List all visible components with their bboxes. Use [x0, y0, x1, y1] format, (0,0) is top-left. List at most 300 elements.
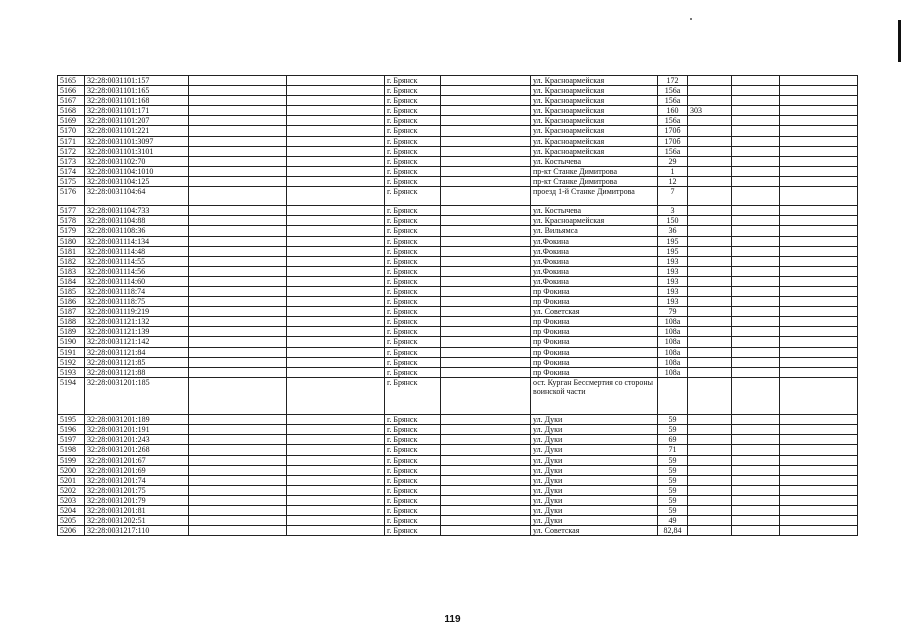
- empty-cell: [287, 76, 385, 86]
- extra-number-cell: [688, 475, 732, 485]
- empty-cell: [780, 415, 858, 425]
- house-number-cell: 156а: [658, 116, 688, 126]
- empty-cell: [287, 495, 385, 505]
- empty-cell: [732, 216, 780, 226]
- house-number-cell: 3: [658, 206, 688, 216]
- empty-cell: [780, 76, 858, 86]
- empty-cell: [780, 206, 858, 216]
- city-cell: г. Брянск: [385, 126, 441, 136]
- empty-cell: [732, 266, 780, 276]
- empty-cell: [441, 445, 531, 455]
- empty-cell: [732, 136, 780, 146]
- cadastral-number-cell: 32:28:0031101:3101: [85, 146, 189, 156]
- city-cell: г. Брянск: [385, 516, 441, 526]
- street-cell: ул. Дуки: [531, 445, 658, 455]
- table-row: [58, 136, 858, 146]
- empty-cell: [441, 136, 531, 146]
- empty-cell: [189, 327, 287, 337]
- empty-cell: [189, 266, 287, 276]
- cadastral-number-cell: 32:28:0031118:75: [85, 297, 189, 307]
- street-cell: ост. Курган Бессмертия со стороны воинской части: [531, 377, 658, 414]
- empty-cell: [732, 367, 780, 377]
- row-number-cell: 5197: [58, 435, 85, 445]
- empty-cell: [189, 297, 287, 307]
- empty-cell: [780, 367, 858, 377]
- house-number-cell: 108а: [658, 337, 688, 347]
- cadastral-number-cell: 32:28:0031201:79: [85, 495, 189, 505]
- empty-cell: [287, 347, 385, 357]
- extra-number-cell: [688, 76, 732, 86]
- house-number-cell: 108а: [658, 327, 688, 337]
- empty-cell: [780, 216, 858, 226]
- empty-cell: [780, 317, 858, 327]
- empty-cell: [287, 327, 385, 337]
- city-cell: г. Брянск: [385, 236, 441, 246]
- table-row: [58, 256, 858, 266]
- city-cell: г. Брянск: [385, 76, 441, 86]
- empty-cell: [732, 256, 780, 266]
- empty-cell: [732, 226, 780, 236]
- table-row: [58, 166, 858, 176]
- empty-cell: [189, 516, 287, 526]
- house-number-cell: 36: [658, 226, 688, 236]
- street-cell: ул. Дуки: [531, 435, 658, 445]
- table-row: [58, 506, 858, 516]
- house-number-cell: 156а: [658, 96, 688, 106]
- empty-cell: [287, 475, 385, 485]
- extra-number-cell: [688, 136, 732, 146]
- extra-number-cell: [688, 327, 732, 337]
- empty-cell: [780, 347, 858, 357]
- house-number-cell: 193: [658, 266, 688, 276]
- empty-cell: [732, 146, 780, 156]
- empty-cell: [732, 307, 780, 317]
- table-row: [58, 216, 858, 226]
- row-number-cell: 5195: [58, 415, 85, 425]
- empty-cell: [441, 176, 531, 186]
- extra-number-cell: [688, 485, 732, 495]
- house-number-cell: 29: [658, 156, 688, 166]
- house-number-cell: 59: [658, 506, 688, 516]
- row-number-cell: 5171: [58, 136, 85, 146]
- street-cell: ул.Фокина: [531, 256, 658, 266]
- row-number-cell: 5184: [58, 276, 85, 286]
- empty-cell: [189, 526, 287, 536]
- street-cell: пр Фокина: [531, 286, 658, 296]
- empty-cell: [287, 435, 385, 445]
- extra-number-cell: [688, 337, 732, 347]
- table-row: [58, 495, 858, 505]
- empty-cell: [287, 377, 385, 414]
- cadastral-number-cell: 32:28:0031217:110: [85, 526, 189, 536]
- empty-cell: [189, 226, 287, 236]
- extra-number-cell: [688, 347, 732, 357]
- street-cell: пр Фокина: [531, 337, 658, 347]
- empty-cell: [441, 226, 531, 236]
- page-edge-rule: [898, 20, 901, 62]
- row-number-cell: 5204: [58, 506, 85, 516]
- empty-cell: [287, 276, 385, 286]
- city-cell: г. Брянск: [385, 445, 441, 455]
- house-number-cell: 172: [658, 76, 688, 86]
- empty-cell: [287, 415, 385, 425]
- empty-cell: [287, 156, 385, 166]
- empty-cell: [189, 156, 287, 166]
- house-number-cell: [658, 377, 688, 414]
- empty-cell: [441, 307, 531, 317]
- street-cell: пр-кт Станке Димитрова: [531, 166, 658, 176]
- empty-cell: [780, 425, 858, 435]
- table-row: [58, 86, 858, 96]
- empty-cell: [441, 516, 531, 526]
- cadastral-number-cell: 32:28:0031118:74: [85, 286, 189, 296]
- empty-cell: [189, 377, 287, 414]
- empty-cell: [780, 146, 858, 156]
- city-cell: г. Брянск: [385, 226, 441, 236]
- cadastral-number-cell: 32:28:0031101:207: [85, 116, 189, 126]
- cadastral-number-cell: 32:28:0031108:36: [85, 226, 189, 236]
- street-cell: ул. Дуки: [531, 475, 658, 485]
- empty-cell: [441, 216, 531, 226]
- empty-cell: [732, 377, 780, 414]
- house-number-cell: 49: [658, 516, 688, 526]
- empty-cell: [780, 475, 858, 485]
- scan-speck: [690, 18, 692, 20]
- cadastral-number-cell: 32:28:0031201:67: [85, 455, 189, 465]
- empty-cell: [189, 317, 287, 327]
- empty-cell: [780, 377, 858, 414]
- table-row: [58, 246, 858, 256]
- empty-cell: [287, 506, 385, 516]
- house-number-cell: 71: [658, 445, 688, 455]
- house-number-cell: 108а: [658, 317, 688, 327]
- table-row: [58, 226, 858, 236]
- cadastral-number-cell: 32:28:0031102:70: [85, 156, 189, 166]
- table-row: [58, 367, 858, 377]
- table-row: [58, 485, 858, 495]
- empty-cell: [441, 317, 531, 327]
- table-row: [58, 276, 858, 286]
- street-cell: проезд 1-й Станке Димитрова: [531, 187, 658, 206]
- empty-cell: [441, 76, 531, 86]
- empty-cell: [189, 116, 287, 126]
- city-cell: г. Брянск: [385, 216, 441, 226]
- extra-number-cell: [688, 357, 732, 367]
- extra-number-cell: [688, 367, 732, 377]
- table-row: [58, 425, 858, 435]
- house-number-cell: 108а: [658, 367, 688, 377]
- city-cell: г. Брянск: [385, 206, 441, 216]
- empty-cell: [780, 495, 858, 505]
- extra-number-cell: [688, 176, 732, 186]
- empty-cell: [287, 106, 385, 116]
- empty-cell: [287, 146, 385, 156]
- row-number-cell: 5205: [58, 516, 85, 526]
- empty-cell: [189, 465, 287, 475]
- empty-cell: [780, 156, 858, 166]
- house-number-cell: 1: [658, 166, 688, 176]
- empty-cell: [441, 495, 531, 505]
- empty-cell: [441, 357, 531, 367]
- table-row: [58, 377, 858, 414]
- city-cell: г. Брянск: [385, 377, 441, 414]
- row-number-cell: 5179: [58, 226, 85, 236]
- row-number-cell: 5172: [58, 146, 85, 156]
- extra-number-cell: [688, 495, 732, 505]
- row-number-cell: 5198: [58, 445, 85, 455]
- empty-cell: [732, 516, 780, 526]
- empty-cell: [732, 495, 780, 505]
- street-cell: ул. Красноармейская: [531, 116, 658, 126]
- house-number-cell: 59: [658, 415, 688, 425]
- empty-cell: [287, 136, 385, 146]
- empty-cell: [441, 485, 531, 495]
- empty-cell: [780, 266, 858, 276]
- empty-cell: [287, 455, 385, 465]
- empty-cell: [732, 246, 780, 256]
- city-cell: г. Брянск: [385, 337, 441, 347]
- empty-cell: [287, 96, 385, 106]
- table-row: [58, 435, 858, 445]
- table-row: [58, 475, 858, 485]
- empty-cell: [780, 86, 858, 96]
- empty-cell: [189, 106, 287, 116]
- empty-cell: [732, 176, 780, 186]
- house-number-cell: 59: [658, 425, 688, 435]
- table-row: [58, 337, 858, 347]
- empty-cell: [732, 435, 780, 445]
- cadastral-number-cell: 32:28:0031104:733: [85, 206, 189, 216]
- cadastral-number-cell: 32:28:0031202:51: [85, 516, 189, 526]
- extra-number-cell: [688, 465, 732, 475]
- empty-cell: [780, 357, 858, 367]
- empty-cell: [441, 206, 531, 216]
- empty-cell: [732, 276, 780, 286]
- empty-cell: [287, 526, 385, 536]
- row-number-cell: 5183: [58, 266, 85, 276]
- city-cell: г. Брянск: [385, 286, 441, 296]
- empty-cell: [780, 455, 858, 465]
- city-cell: г. Брянск: [385, 455, 441, 465]
- empty-cell: [287, 367, 385, 377]
- row-number-cell: 5196: [58, 425, 85, 435]
- empty-cell: [732, 506, 780, 516]
- row-number-cell: 5173: [58, 156, 85, 166]
- empty-cell: [287, 206, 385, 216]
- empty-cell: [287, 116, 385, 126]
- extra-number-cell: [688, 307, 732, 317]
- empty-cell: [441, 276, 531, 286]
- empty-cell: [287, 307, 385, 317]
- empty-cell: [189, 357, 287, 367]
- cadastral-number-cell: 32:28:0031119:219: [85, 307, 189, 317]
- empty-cell: [441, 166, 531, 176]
- empty-cell: [780, 465, 858, 475]
- cadastral-number-cell: 32:28:0031201:243: [85, 435, 189, 445]
- empty-cell: [780, 116, 858, 126]
- house-number-cell: 193: [658, 297, 688, 307]
- empty-cell: [189, 86, 287, 96]
- table-row: [58, 286, 858, 296]
- empty-cell: [732, 126, 780, 136]
- row-number-cell: 5192: [58, 357, 85, 367]
- extra-number-cell: [688, 96, 732, 106]
- empty-cell: [287, 357, 385, 367]
- empty-cell: [441, 266, 531, 276]
- empty-cell: [287, 246, 385, 256]
- empty-cell: [441, 367, 531, 377]
- empty-cell: [732, 236, 780, 246]
- empty-cell: [780, 445, 858, 455]
- city-cell: г. Брянск: [385, 146, 441, 156]
- empty-cell: [780, 526, 858, 536]
- city-cell: г. Брянск: [385, 116, 441, 126]
- cadastral-number-cell: 32:28:0031104:1010: [85, 166, 189, 176]
- empty-cell: [441, 327, 531, 337]
- house-number-cell: 156а: [658, 146, 688, 156]
- empty-cell: [287, 286, 385, 296]
- city-cell: г. Брянск: [385, 156, 441, 166]
- empty-cell: [732, 106, 780, 116]
- empty-cell: [780, 187, 858, 206]
- empty-cell: [287, 317, 385, 327]
- cadastral-number-cell: 32:28:0031201:81: [85, 506, 189, 516]
- empty-cell: [732, 297, 780, 307]
- empty-cell: [732, 485, 780, 495]
- empty-cell: [441, 116, 531, 126]
- empty-cell: [441, 526, 531, 536]
- empty-cell: [287, 236, 385, 246]
- street-cell: пр Фокина: [531, 317, 658, 327]
- empty-cell: [189, 126, 287, 136]
- row-number-cell: 5178: [58, 216, 85, 226]
- row-number-cell: 5201: [58, 475, 85, 485]
- empty-cell: [189, 236, 287, 246]
- house-number-cell: 193: [658, 286, 688, 296]
- city-cell: г. Брянск: [385, 176, 441, 186]
- cadastral-number-cell: 32:28:0031121:132: [85, 317, 189, 327]
- empty-cell: [287, 126, 385, 136]
- empty-cell: [287, 216, 385, 226]
- city-cell: г. Брянск: [385, 276, 441, 286]
- empty-cell: [732, 166, 780, 176]
- empty-cell: [732, 425, 780, 435]
- extra-number-cell: [688, 216, 732, 226]
- table-row: [58, 465, 858, 475]
- empty-cell: [441, 146, 531, 156]
- empty-cell: [441, 236, 531, 246]
- house-number-cell: 193: [658, 276, 688, 286]
- row-number-cell: 5188: [58, 317, 85, 327]
- empty-cell: [189, 307, 287, 317]
- city-cell: г. Брянск: [385, 475, 441, 485]
- extra-number-cell: 303: [688, 106, 732, 116]
- extra-number-cell: [688, 455, 732, 465]
- street-cell: ул. Дуки: [531, 425, 658, 435]
- cadastral-number-cell: 32:28:0031201:69: [85, 465, 189, 475]
- street-cell: ул. Советская: [531, 307, 658, 317]
- empty-cell: [189, 176, 287, 186]
- empty-cell: [189, 506, 287, 516]
- empty-cell: [189, 367, 287, 377]
- row-number-cell: 5181: [58, 246, 85, 256]
- cadastral-number-cell: 32:28:0031201:268: [85, 445, 189, 455]
- empty-cell: [780, 256, 858, 266]
- empty-cell: [780, 106, 858, 116]
- empty-cell: [732, 327, 780, 337]
- empty-cell: [189, 455, 287, 465]
- table-row: [58, 317, 858, 327]
- street-cell: ул. Костычева: [531, 206, 658, 216]
- row-number-cell: 5203: [58, 495, 85, 505]
- street-cell: ул.Фокина: [531, 266, 658, 276]
- row-number-cell: 5175: [58, 176, 85, 186]
- extra-number-cell: [688, 266, 732, 276]
- empty-cell: [732, 317, 780, 327]
- empty-cell: [780, 297, 858, 307]
- empty-cell: [441, 106, 531, 116]
- table-row: [58, 297, 858, 307]
- street-cell: ул. Красноармейская: [531, 86, 658, 96]
- extra-number-cell: [688, 256, 732, 266]
- empty-cell: [287, 86, 385, 96]
- empty-cell: [732, 445, 780, 455]
- street-cell: ул. Дуки: [531, 506, 658, 516]
- cadastral-number-cell: 32:28:0031121:85: [85, 357, 189, 367]
- table-row: [58, 236, 858, 246]
- empty-cell: [441, 377, 531, 414]
- table-row: [58, 307, 858, 317]
- empty-cell: [287, 166, 385, 176]
- cadastral-number-cell: 32:28:0031201:74: [85, 475, 189, 485]
- row-number-cell: 5186: [58, 297, 85, 307]
- extra-number-cell: [688, 435, 732, 445]
- street-cell: ул. Красноармейская: [531, 96, 658, 106]
- city-cell: г. Брянск: [385, 166, 441, 176]
- cadastral-number-cell: 32:28:0031201:189: [85, 415, 189, 425]
- extra-number-cell: [688, 146, 732, 156]
- house-number-cell: 59: [658, 485, 688, 495]
- street-cell: пр-кт Станке Димитрова: [531, 176, 658, 186]
- row-number-cell: 5169: [58, 116, 85, 126]
- empty-cell: [780, 286, 858, 296]
- row-number-cell: 5187: [58, 307, 85, 317]
- empty-cell: [780, 246, 858, 256]
- cadastral-number-cell: 32:28:0031101:221: [85, 126, 189, 136]
- house-number-cell: 195: [658, 236, 688, 246]
- empty-cell: [287, 226, 385, 236]
- city-cell: г. Брянск: [385, 506, 441, 516]
- cadastral-number-cell: 32:28:0031114:56: [85, 266, 189, 276]
- extra-number-cell: [688, 317, 732, 327]
- row-number-cell: 5165: [58, 76, 85, 86]
- empty-cell: [189, 415, 287, 425]
- house-number-cell: 170б: [658, 136, 688, 146]
- extra-number-cell: [688, 506, 732, 516]
- street-cell: пр Фокина: [531, 367, 658, 377]
- street-cell: ул. Дуки: [531, 485, 658, 495]
- empty-cell: [441, 415, 531, 425]
- house-number-cell: 7: [658, 187, 688, 206]
- city-cell: г. Брянск: [385, 86, 441, 96]
- extra-number-cell: [688, 445, 732, 455]
- empty-cell: [189, 187, 287, 206]
- cadastral-number-cell: 32:28:0031114:55: [85, 256, 189, 266]
- empty-cell: [780, 516, 858, 526]
- table-row: [58, 146, 858, 156]
- street-cell: ул. Дуки: [531, 495, 658, 505]
- row-number-cell: 5189: [58, 327, 85, 337]
